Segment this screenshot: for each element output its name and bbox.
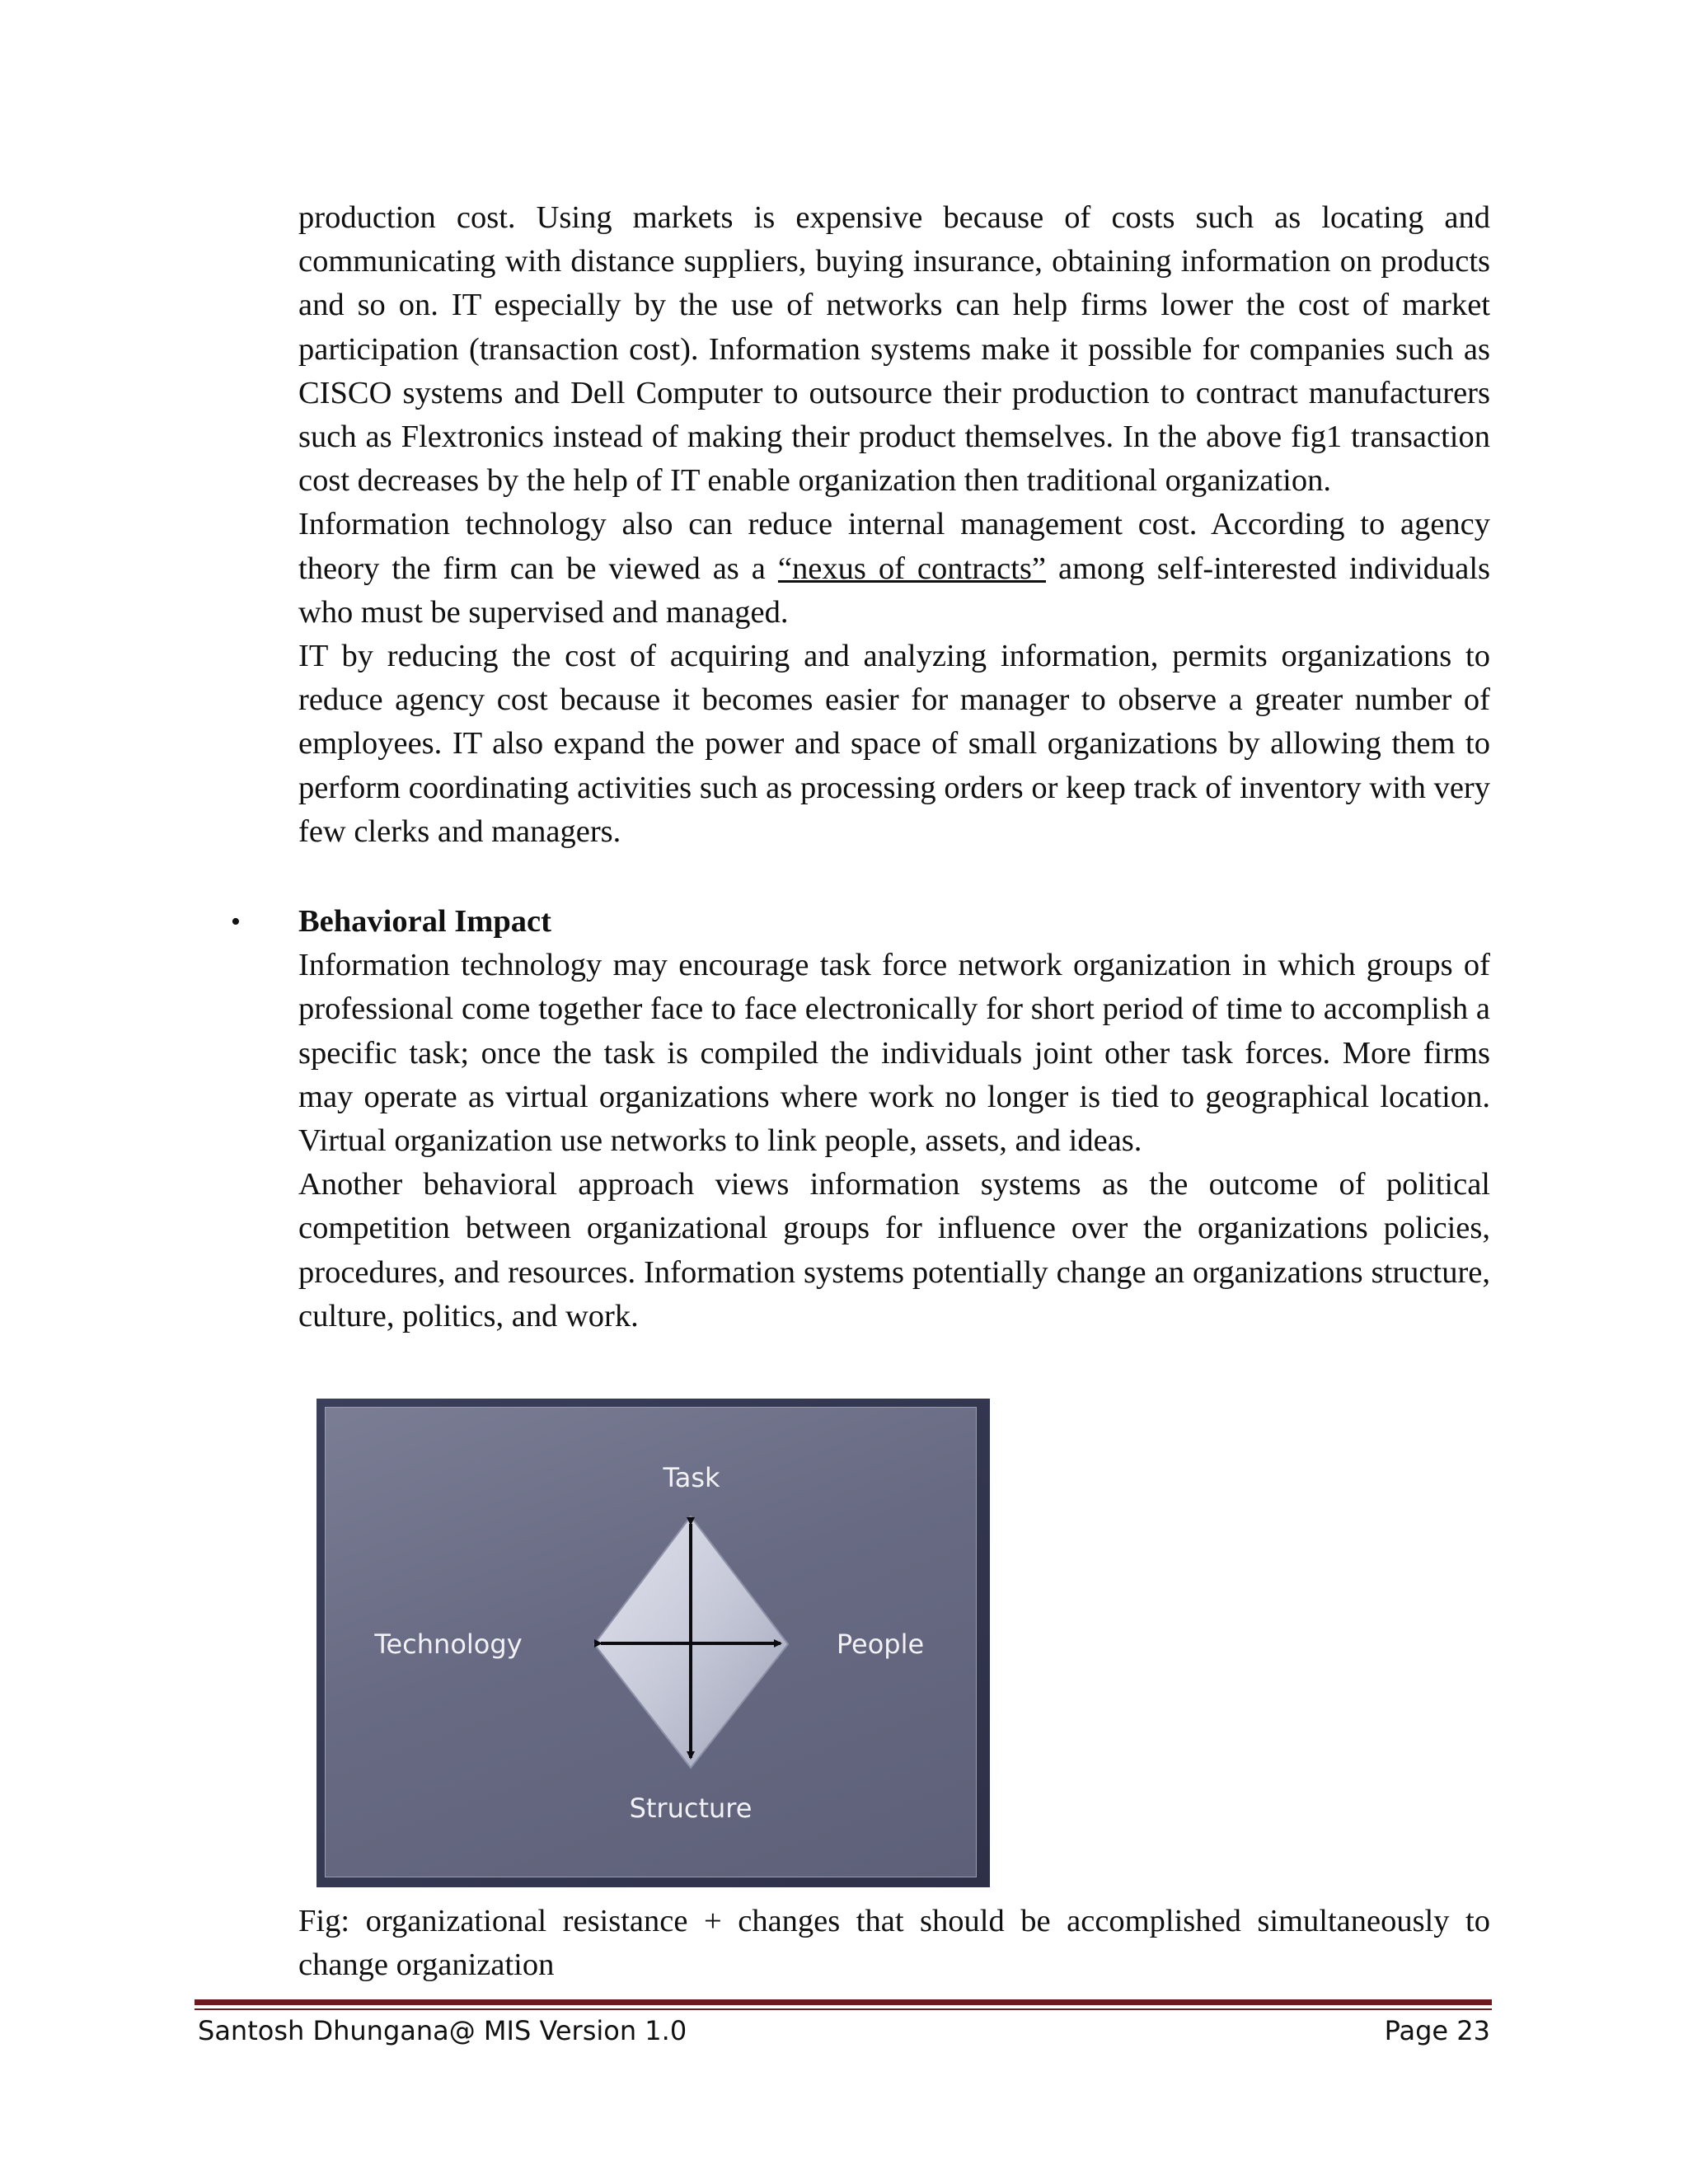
paragraph-agency-theory: Information technology also can reduce internal management cost. According to agency theory the firm can be viewed as a “nexus of contracts” among self-interested individuals who must be supervised and managed. <box>298 507 1490 630</box>
paragraph-production-cost: production cost. Using markets is expensive because of costs such as locating and communicating with distance suppliers, buying insurance, obtaining information on products and so on. IT especially by the use of networks can help firms lower the cost of market participation (transaction cost). Information systems make it possible for companies such as CISCO systems and Dell Computer to outsource their production to contract manufacturers such as Flextronics instead of making their product themselves. In the above fig1 transaction cost decreases by the help of IT enable organization then traditional organization. <box>298 200 1490 499</box>
nexus-of-contracts-link[interactable]: “nexus of contracts” <box>777 551 1046 586</box>
behavioral-impact-section <box>231 900 1490 1338</box>
body-text <box>231 196 1490 1338</box>
page-number: Page 23 <box>1384 2015 1490 2046</box>
footer-rule-thin <box>195 2008 1492 2010</box>
label-people: People <box>836 1629 925 1660</box>
label-structure: Structure <box>629 1793 753 1824</box>
footer-rule <box>195 1999 1492 2005</box>
paragraph-political-competition: Another behavioral approach views information systems as the outcome of political competition between organizational groups for influence over the organizations policies, procedures, and resources. Information systems potentially change an organizations structure, culture, politics, and work. <box>298 1167 1490 1333</box>
paragraph-it-agency-cost: IT by reducing the cost of acquiring and analyzing information, permits organizations to reduce agency cost because it becomes easier for manager to observe a greater number of employees. IT also expand the power and space of small organizations by allowing them to perform coordinating activities such as processing orders or keep track of inventory with very few clerks and managers. <box>298 639 1490 849</box>
label-task: Task <box>663 1462 720 1493</box>
paragraph-task-force: Information technology may encourage task force network organization in which groups of professional come together face to face electronically for short period of time to accomplish a specific task; once the task is compiled the individuals joint other task forces. More firms may operate as virtual organizations where work no longer is tied to geographical location. Virtual organization use networks to link people, assets, and ideas. <box>298 948 1490 1159</box>
figure-caption: Fig: organizational resistance + changes that should be accomplished simultaneously to change organization <box>298 1904 1490 1983</box>
bullet-icon: • <box>231 907 241 938</box>
section-heading: Behavioral Impact <box>298 904 551 940</box>
label-technology: Technology <box>374 1629 523 1660</box>
leavitt-diamond-figure <box>316 1399 990 1887</box>
footer-author: Santosh Dhungana@ MIS Version 1.0 <box>198 2015 687 2046</box>
diamond-diagram <box>316 1399 990 1887</box>
